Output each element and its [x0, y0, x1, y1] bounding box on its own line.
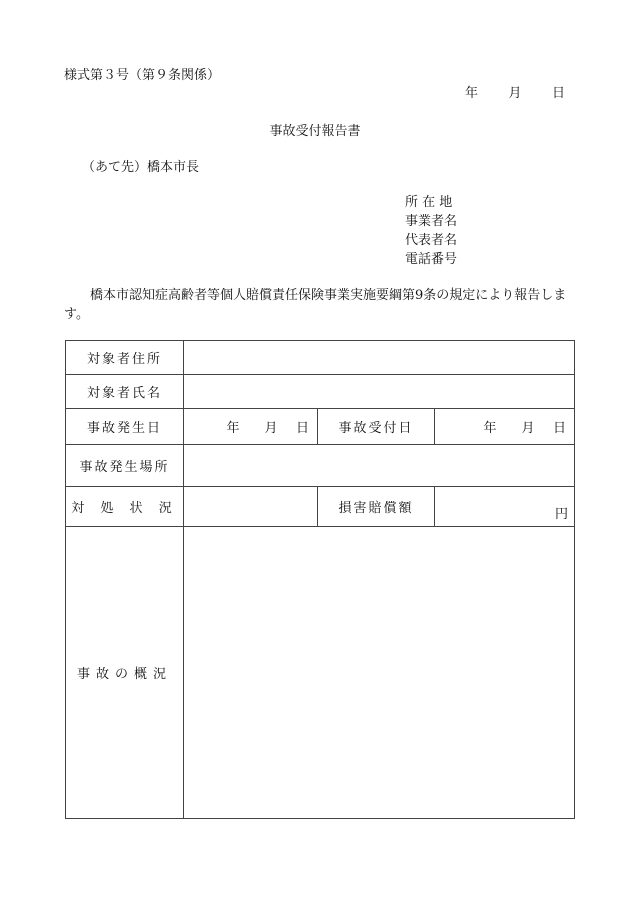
table-row: [66, 409, 575, 445]
document-title: 事故受付報告書: [269, 124, 361, 139]
accident-date-label: 事故発生日: [66, 409, 184, 445]
accident-place-label: 事故発生場所: [66, 445, 184, 487]
subject-name-label: 対象者氏名: [66, 375, 184, 409]
table-row: [66, 341, 575, 375]
table-row: [66, 375, 575, 409]
applicant-block: [405, 193, 457, 269]
accident-received-date-label: 事故受付日: [318, 409, 435, 445]
subject-address-field[interactable]: [184, 341, 575, 375]
accident-date-field[interactable]: [184, 409, 318, 445]
response-status-field[interactable]: [184, 487, 318, 527]
subject-address-label: 対象者住所: [66, 341, 184, 375]
applicant-representative-label: 代表者名: [405, 233, 458, 248]
damage-amount-field[interactable]: [435, 487, 575, 527]
accident-summary-field[interactable]: [184, 527, 575, 819]
accident-place-field[interactable]: [184, 445, 575, 487]
date-day-label: 日: [551, 86, 565, 101]
document-date: [465, 82, 565, 101]
applicant-phone-label: 電話番号: [405, 252, 458, 267]
subject-name-field[interactable]: [184, 375, 575, 409]
damage-amount-label: 損害賠償額: [318, 487, 435, 527]
yen-unit: 円: [555, 507, 569, 522]
addressee: （あて先）橋本市長: [82, 160, 200, 175]
report-table: [65, 340, 575, 819]
form-number: 様式第３号（第９条関係）: [64, 68, 221, 83]
accident-received-date-field[interactable]: [435, 409, 575, 445]
accident-summary-label: 事故の概況: [66, 527, 184, 819]
table-row: [66, 445, 575, 487]
applicant-business-name-label: 事業者名: [405, 214, 458, 229]
table-row: [66, 487, 575, 527]
report-statement: 橋本市認知症高齢者等個人賠償責任保険事業実施要綱第9条の規定により報告します。: [64, 288, 567, 322]
day-unit: 日: [553, 421, 567, 436]
response-status-label: 対 処 状 況: [66, 487, 184, 527]
date-year-label: 年: [465, 86, 479, 101]
day-unit: 日: [295, 421, 309, 436]
month-unit: 月: [521, 421, 535, 436]
date-month-label: 月: [508, 86, 522, 101]
applicant-address-label: 所 在 地: [405, 195, 453, 210]
table-row: [66, 527, 575, 819]
year-unit: 年: [483, 421, 497, 436]
year-unit: 年: [226, 421, 240, 436]
month-unit: 月: [264, 421, 278, 436]
